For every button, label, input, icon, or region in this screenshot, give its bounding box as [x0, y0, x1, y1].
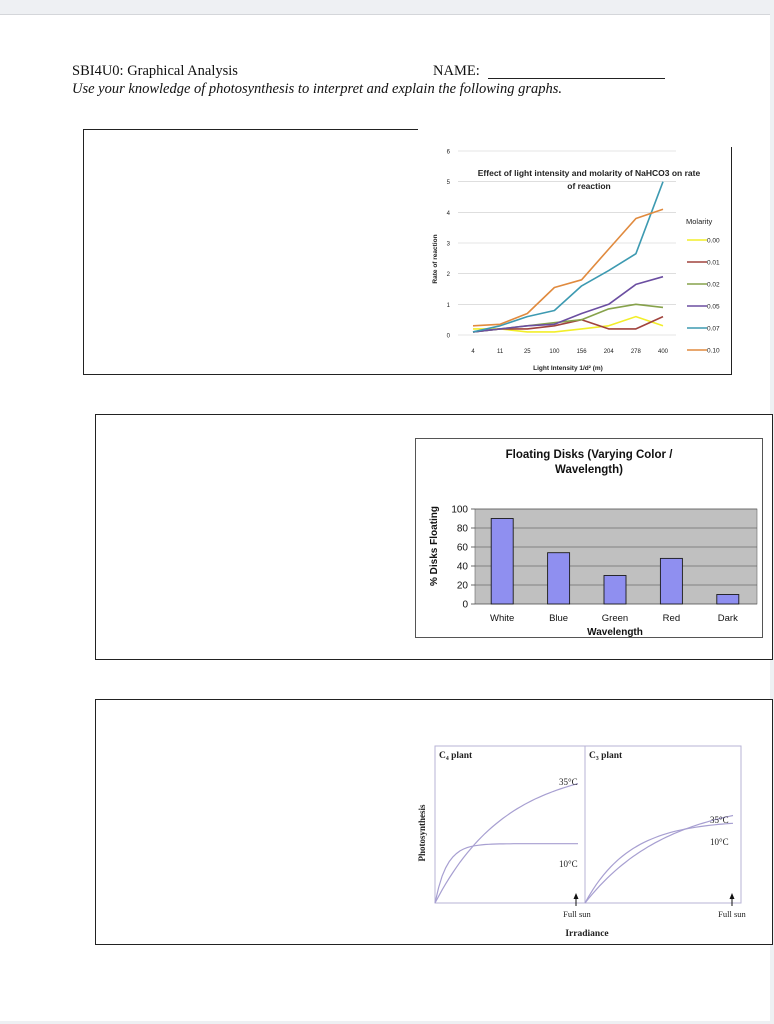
- c4-panel-title: C₄ plant: [439, 751, 473, 761]
- bar-chart: [415, 438, 763, 638]
- course-title: SBI4U0: Graphical Analysis: [72, 63, 238, 79]
- chart2-x-tick: Red: [662, 613, 681, 624]
- chart2-bar-white: [491, 519, 513, 605]
- chart1-legend-label: 0.10: [707, 347, 720, 355]
- chart2-y-tick: 0: [462, 599, 468, 611]
- chart2-x-tick: Blue: [549, 613, 569, 624]
- chart1-x-tick: 400: [657, 349, 669, 355]
- chart1-legend-label: 0.07: [707, 325, 720, 333]
- c4-panel: [435, 746, 585, 903]
- chart2-x-tick: Dark: [717, 613, 738, 624]
- instructions: Use your knowledge of photosynthesis to interpret and explain the following graphs.: [72, 81, 562, 97]
- chart2-y-tick: 40: [456, 561, 468, 573]
- chart1-y-tick: 6: [446, 149, 450, 156]
- chart1-title-line1: Effect of light intensity and molarity of NaHCO3 on rate: [477, 168, 701, 178]
- chart1-legend-label: 0.02: [707, 281, 720, 289]
- chart1-y-tick: 0: [446, 333, 450, 340]
- chart1-series-line-0.10: [473, 209, 663, 325]
- chart2-x-tick: Green: [601, 613, 629, 624]
- panel1-curve-1: [585, 823, 733, 903]
- irradiance-axis-label: Irradiance: [565, 929, 609, 939]
- chart1-y-label: Rate of reaction: [432, 234, 439, 284]
- c3-full-sun-label: Full sun: [718, 909, 746, 919]
- chart2-y-tick: 100: [451, 504, 468, 516]
- c3-panel-title: C₃ plant: [589, 751, 623, 761]
- chart1-series-line-0.07: [473, 182, 663, 332]
- panel0-curve-1: [435, 844, 578, 903]
- chart1-y-tick: 5: [446, 180, 450, 187]
- c3-35c-label: 35°C: [710, 815, 729, 825]
- chart1-y-tick: 1: [446, 302, 450, 309]
- chart1-x-tick: 278: [630, 349, 641, 355]
- chart1-x-tick: 156: [576, 349, 587, 355]
- chart2-y-tick: 60: [456, 542, 468, 554]
- photosynthesis-axis-label: Photosynthesis: [417, 804, 427, 862]
- chart2-y-tick: 80: [456, 523, 468, 535]
- chart2-title-line2: Wavelength): [555, 464, 623, 476]
- c4-35c-label: 35°C: [559, 777, 578, 787]
- chart2-bar-green: [604, 576, 626, 605]
- chart2-y-label: % Disks Floating: [429, 505, 440, 587]
- irradiance-chart: [415, 743, 755, 939]
- chart1-y-tick: 2: [446, 272, 450, 279]
- chart2-x-label: Wavelength: [587, 627, 643, 638]
- c4-10c-label: 10°C: [559, 859, 578, 869]
- name-blank-line[interactable]: [488, 78, 665, 79]
- chart1-x-tick: 11: [497, 349, 504, 355]
- worksheet-page: [0, 14, 770, 1021]
- c3-full-sun-arrow: [730, 893, 735, 906]
- chart1-x-label: Light Intensity 1/d² (m): [533, 365, 603, 372]
- line-chart: [418, 129, 738, 379]
- chart1-x-tick: 204: [603, 349, 614, 355]
- chart1-x-tick: 100: [549, 349, 560, 355]
- chart1-legend-title: Molarity: [686, 217, 713, 226]
- chart2-bar-red: [660, 558, 682, 604]
- chart1-legend-label: 0.01: [707, 259, 720, 267]
- c3-10c-label: 10°C: [710, 837, 729, 847]
- chart1-y-tick: 4: [446, 210, 450, 217]
- chart2-bar-dark: [717, 595, 739, 605]
- chart1-legend-label: 0.00: [707, 237, 720, 245]
- chart1-title-line2: of reaction: [567, 181, 611, 191]
- chart2-y-tick: 20: [456, 580, 468, 592]
- chart1-y-tick: 3: [446, 241, 450, 248]
- chart1-legend-label: 0.05: [707, 303, 720, 311]
- chart2-title-line1: Floating Disks (Varying Color /: [505, 449, 673, 461]
- panel1-curve-0: [585, 816, 733, 904]
- chart2-x-tick: White: [490, 613, 515, 624]
- c4-full-sun-label: Full sun: [563, 909, 591, 919]
- name-label: NAME:: [433, 63, 480, 79]
- chart1-x-tick: 25: [523, 349, 531, 355]
- chart2-bar-blue: [548, 553, 570, 604]
- c4-full-sun-arrow: [574, 893, 579, 906]
- chart1-x-tick: 4: [471, 349, 475, 355]
